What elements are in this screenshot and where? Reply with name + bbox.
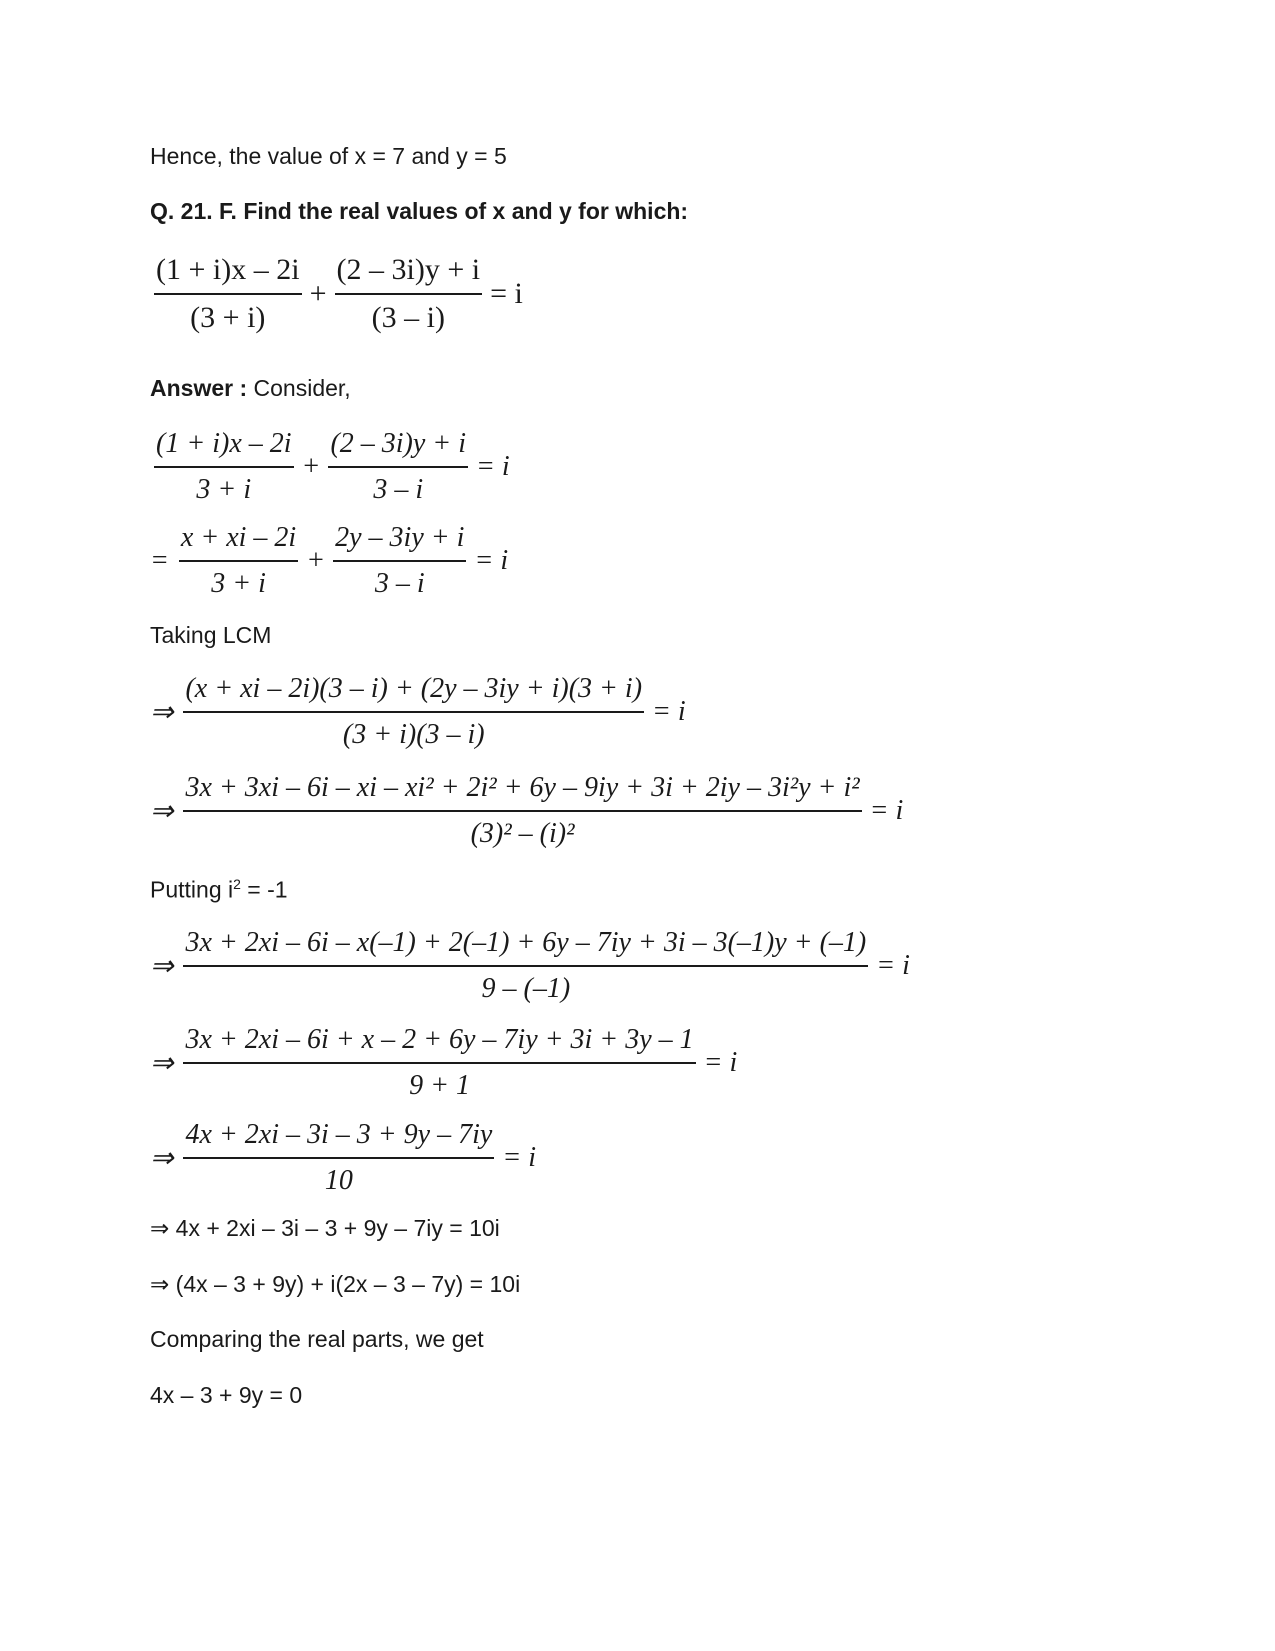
answer-line: [150, 377, 351, 400]
fraction: [183, 1024, 695, 1102]
denominator: (3 + i)(3 – i): [342, 719, 485, 750]
putting-suffix: = -1: [240, 876, 288, 903]
rhs: = i: [502, 1142, 536, 1173]
answer-label: Answer :: [150, 375, 248, 401]
numerator: x + xi – 2i: [179, 522, 298, 562]
step-a-line: ⇒ 4x + 2xi – 3i – 3 + 9y – 7iy = 10i: [150, 1215, 500, 1241]
denominator: 3 – i: [374, 568, 425, 599]
taking-lcm-line: Taking LCM: [150, 622, 272, 648]
plus-sign: +: [301, 451, 321, 482]
putting-line: [150, 877, 288, 902]
equation-2: [150, 522, 512, 600]
denominator: 9 – (–1): [481, 973, 571, 1004]
result-line: 4x – 3 + 9y = 0: [150, 1382, 303, 1408]
fraction: [183, 927, 868, 1005]
denominator: 3 + i: [211, 568, 266, 599]
numerator: 3x + 3xi – 6i – xi – xi² + 2i² + 6y – 9iy + 3i + 2iy – 3i²y + i²: [183, 772, 861, 812]
implies-arrow: ⇒: [150, 1143, 174, 1174]
fraction-1: [154, 428, 294, 506]
plus-sign: +: [306, 545, 326, 576]
question-equation: [150, 253, 527, 335]
denominator: 9 + 1: [409, 1070, 470, 1101]
equation-7: [150, 1119, 540, 1197]
comparing-line: Comparing the real parts, we get: [150, 1326, 484, 1352]
rhs: = i: [703, 1047, 738, 1078]
rhs: = i: [474, 545, 509, 576]
denominator: 10: [324, 1165, 353, 1196]
rhs: = i: [869, 795, 904, 826]
implies-arrow: ⇒: [150, 697, 174, 728]
denominator: 3 – i: [373, 474, 424, 505]
numerator: 3x + 2xi – 6i + x – 2 + 6y – 7iy + 3i + 3y – 1: [183, 1024, 695, 1064]
fraction-1: [154, 253, 302, 335]
step-b-line: ⇒ (4x – 3 + 9y) + i(2x – 3 – 7y) = 10i: [150, 1271, 521, 1297]
equation-4: [150, 772, 907, 850]
equation-5: [150, 927, 914, 1005]
numerator: 4x + 2xi – 3i – 3 + 9y – 7iy: [183, 1119, 494, 1159]
equation-1: [150, 428, 514, 506]
question-heading: Q. 21. F. Find the real values of x and y for which:: [150, 198, 689, 224]
rhs: = i: [475, 451, 510, 482]
numerator: 3x + 2xi – 6i – x(–1) + 2(–1) + 6y – 7iy + 3i – 3(–1)y + (–1): [183, 927, 868, 967]
numerator: (x + xi – 2i)(3 – i) + (2y – 3iy + i)(3 + i): [183, 673, 644, 713]
prefix: =: [150, 545, 169, 576]
numerator: (1 + i)x – 2i: [154, 428, 294, 468]
putting-exponent: 2: [233, 876, 241, 892]
rhs: = i: [876, 950, 910, 981]
fraction-1: [179, 522, 298, 600]
numerator: (2 – 3i)y + i: [328, 428, 468, 468]
rhs: = i: [490, 277, 523, 310]
denominator: (3)² – (i)²: [470, 818, 575, 849]
implies-arrow: ⇒: [150, 951, 174, 982]
implies-arrow: ⇒: [150, 796, 174, 827]
rhs: = i: [652, 696, 686, 727]
numerator: (2 – 3i)y + i: [335, 253, 483, 295]
numerator: (1 + i)x – 2i: [154, 253, 302, 295]
hence-line: Hence, the value of x = 7 and y = 5: [150, 143, 507, 169]
implies-arrow: ⇒: [150, 1048, 174, 1079]
answer-text: Consider,: [247, 375, 351, 401]
equation-6: [150, 1024, 741, 1102]
fraction-2: [328, 428, 468, 506]
numerator: 2y – 3iy + i: [333, 522, 466, 562]
plus-sign: +: [309, 277, 327, 310]
fraction: [183, 772, 861, 850]
equation-3: [150, 673, 690, 751]
fraction-2: [333, 522, 466, 600]
fraction: [183, 673, 644, 751]
putting-prefix: Putting i: [150, 876, 234, 903]
denominator: 3 + i: [196, 474, 252, 505]
fraction-2: [335, 253, 483, 335]
fraction: [183, 1119, 494, 1197]
denominator: (3 – i): [371, 301, 445, 334]
denominator: (3 + i): [190, 301, 266, 334]
